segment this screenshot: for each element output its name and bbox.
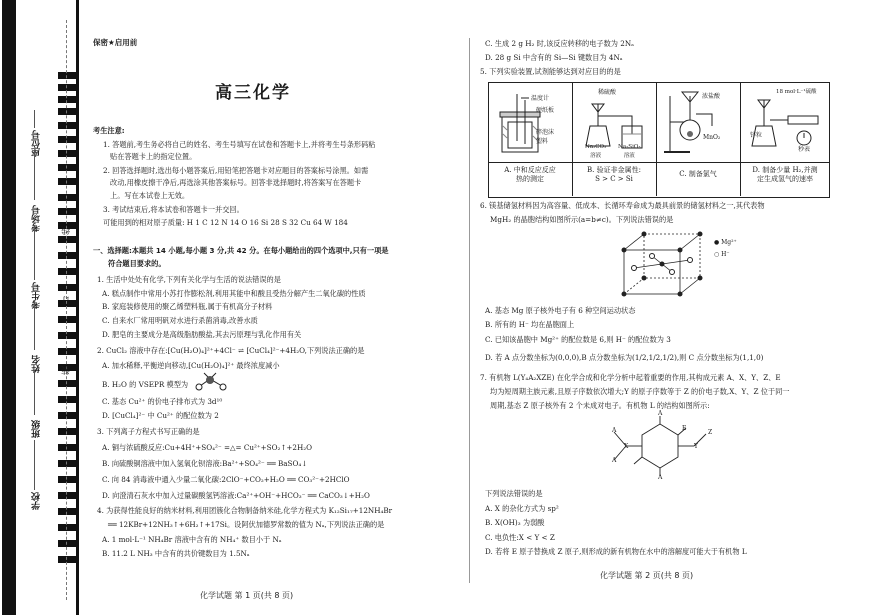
bind-line-label: 线 — [62, 226, 72, 235]
label-cardboard: 硬纸板 — [536, 107, 555, 114]
vsepr-model-diagram — [190, 371, 230, 393]
option-line: C. 电负性:X < Y < Z — [485, 533, 555, 542]
option-line: A. 铜与浓硫酸反应:Cu+4H⁺+SO₄²⁻ =△= Cu²⁺+SO₂↑+2H₂O — [102, 443, 312, 452]
chlorine-prep-diagram — [660, 86, 738, 160]
label-foam: 碎泡沫 塑料 — [536, 129, 555, 145]
struct-label-x: X — [624, 443, 629, 450]
option-line: C. 自来水厂常用明矾对水进行杀菌消毒,改善水质 — [102, 316, 258, 325]
note-line: 1. 答题前,考生务必将自己的姓名、考生号填写在试卷和答题卡上,并将考生号条形码粘 — [103, 140, 376, 149]
q5-option-a: A. 中和反应反应 热的测定 — [504, 166, 556, 183]
label-na2co3: Na₂CO₃ 溶液 — [585, 144, 607, 159]
section-heading-cont: 符合题目要求的。 — [108, 259, 166, 268]
hydrogen-rate-diagram — [744, 86, 828, 160]
question-4: 4. 为获得性能良好的纳米材料,利用团簇化合物制备纳米硅,化学方程式为 K₁₂Si₁₇+12NH₄Br — [97, 506, 393, 515]
struct-label-a: A — [612, 457, 617, 464]
option-line: C. 生成 2 g H₂ 时,该反应转移的电子数为 2Nₐ — [485, 39, 634, 48]
question-7-cont: 均为短周期主族元素,且原子序数依次增大;Y 的原子序数等于 Z 的价电子数,X、Y、Z 位于同一 — [490, 387, 790, 396]
question-1: 1. 生活中处处有化学,下列有关化学与生活的说法错误的是 — [97, 275, 281, 284]
q5-option-b: B. 验证非金属性: S > C > Si — [587, 166, 641, 183]
option-line: B. 向硫酸铜溶液中加入氢氧化钡溶液:Ba²⁺+SO₄²⁻ ══ BaSO₄↓ — [102, 459, 308, 468]
label-conc-sulfuric: 18 mol·L⁻¹硫酸 — [776, 89, 817, 95]
seat-underline — [34, 110, 35, 128]
class-label: 班级 — [32, 420, 42, 438]
q5-option-c: C. 制备氯气 — [679, 170, 717, 178]
option-line: B. 11.2 L NH₃ 中含有的共价键数目为 1.5Nₐ — [102, 549, 250, 558]
option-line: B. 所有的 H⁻ 均在晶胞面上 — [485, 320, 575, 329]
equation-cont: ══ 12KBr+12NH₃↑+6H₂↑+17Si。设阿伏加德罗常数的值为 Nₐ,下列说法正确的是 — [108, 520, 385, 529]
note-line: 上。写在本试卷上无效。 — [110, 191, 190, 200]
option-line: A. 基态 Mg 原子核外电子有 6 种空间运动状态 — [485, 306, 636, 315]
name-underline — [34, 300, 35, 350]
note-line: 2. 回答选择题时,选出每小题答案后,用铅笔把答题卡对应题目的答案标号涂黑。如需 — [103, 166, 369, 175]
label-na2sio3: Na₂SiO₃ 溶液 — [618, 144, 641, 159]
label-dilute-acid: 稀硫酸 — [598, 89, 617, 96]
struct-label-z: Z — [708, 429, 713, 436]
option-line: B. X(OH)₃ 为弱酸 — [485, 518, 545, 527]
option-line: A. 加水稀释,平衡逆向移动,[Cu(H₂O)₄]²⁺ 最终浓度减小 — [102, 361, 280, 370]
column-divider — [469, 38, 470, 583]
school-label: 学校 — [32, 492, 42, 510]
examinee-underline — [34, 225, 35, 280]
footer-left: 化学试题 第 1 页(共 8 页) — [200, 591, 294, 600]
name-label: 姓名 — [32, 355, 42, 373]
question-7-cont: 周期,基态 Z 原子核外有 2 个未成对电子。有机物 L 的结构如图所示: — [490, 401, 710, 410]
room-label: 考场号 — [32, 205, 42, 232]
note-line: 贴在答题卡上的指定位置。 — [110, 152, 197, 161]
struct-label-y: Y — [694, 443, 698, 450]
option-line: A. X 的杂化方式为 sp² — [485, 504, 559, 513]
label-zinc: 锌粒 — [750, 132, 763, 139]
examinee-label: 考生号 — [32, 282, 42, 309]
page-title: 高三化学 — [215, 83, 291, 103]
option-line: D. [CuCl₄]²⁻ 中 Cu²⁺ 的配位数为 2 — [102, 411, 219, 420]
class-underline — [34, 370, 35, 415]
option-line: C. 已知该晶胞中 Mg²⁺ 的配位数是 6,则 H⁻ 的配位数为 3 — [485, 335, 671, 344]
question-7: 7. 有机物 L(Y₄A₂XZE) 在化学合成和化学分析中起着重要的作用,其构成元素 A、X、Y、Z、E — [480, 373, 781, 382]
question-5: 5. 下列实验装置,试剂能够达到对应目的的是 — [480, 67, 621, 76]
q7-prompt: 下列说法错误的是 — [485, 489, 543, 498]
struct-label-e: E — [682, 425, 687, 432]
option-line: A. 糕点制作中常用小苏打作膨松剂,利用其能中和酸且受热分解产生二氧化碳的性质 — [102, 289, 366, 298]
note-line: 3. 考试结束后,将本试卷和答题卡一并交回。 — [103, 205, 244, 214]
option-line: C. 基态 Cu²⁺ 的价电子排布式为 3d¹⁰ — [102, 397, 223, 406]
option-line: A. 1 mol·L⁻¹ NH₄Br 溶液中含有的 NH₄⁺ 数目小于 Nₐ — [102, 535, 282, 544]
option-line: B. 家庭装修使用的聚乙烯塑料瓶,属于有机高分子材料 — [102, 302, 273, 311]
section-heading: 一、选择题:本题共 14 小题,每小题 3 分,共 42 分。在每小题给出的四个选项中,只有一项是 — [93, 246, 389, 255]
q5-option-d: D. 制备少量 H₂,并测 定生成氢气的速率 — [752, 166, 818, 183]
struct-label-a: A — [658, 474, 663, 481]
seat-label: 座位号 — [32, 130, 42, 157]
cut-line — [66, 20, 67, 600]
bind-order-label: 订 — [62, 296, 72, 305]
apparatus-row-rule — [488, 162, 829, 163]
legend-mg: ● Mg²⁺ — [714, 239, 737, 246]
label-stopwatch: 秒表 — [798, 146, 811, 153]
question-6: 6. 镁基储氢材料因为高容量、低成本、长循环寿命成为最具前景的储氢材料之一,其代表物 — [480, 201, 765, 210]
note-line: 改动,用橡皮擦干净后,再选涂其他答案标号。回答非选择题时,将答案写在答题卡 — [110, 178, 362, 187]
option-line: D. 若 A 点分数坐标为(0,0,0),B 点分数坐标为(1/2,1/2,1/2),则 C 点分数坐标为(1,1,0) — [485, 353, 764, 362]
confidential-label: 保密★启用前 — [93, 38, 138, 47]
label-thermometer: 温度计 — [531, 95, 550, 102]
footer-right: 化学试题 第 2 页(共 8 页) — [600, 571, 694, 580]
legend-h: ○ H⁻ — [714, 251, 730, 258]
atomic-mass-line: 可能用到的相对原子质量: H 1 C 12 N 14 O 16 Si 28 S 32 Cu 64 W 184 — [103, 218, 348, 227]
question-3: 3. 下列离子方程式书写正确的是 — [97, 427, 200, 436]
option-line: D. 28 g Si 中含有的 Si—Si 键数目为 4Nₐ — [485, 53, 623, 62]
struct-label-a: A — [612, 427, 617, 434]
option-line: D. 向澄清石灰水中加入过量碳酸氢钙溶液:Ca²⁺+OH⁻+HCO₃⁻ ══ CaCO₃↓+H₂O — [102, 491, 370, 500]
struct-label-a: A — [658, 410, 663, 417]
binding-strip — [2, 0, 16, 615]
margin-rule — [76, 0, 79, 615]
option-line: B. H₂O 的 VSEPR 模型为 — [102, 380, 189, 389]
room-underline — [34, 150, 35, 200]
school-underline — [34, 440, 35, 490]
question-6-cont: MgH₂ 的晶胞结构如图所示(a=b≠c)。下列说法错误的是 — [490, 215, 674, 224]
option-line: D. 肥皂的主要成分是高级脂肪酸盐,其去污原理与乳化作用有关 — [102, 330, 302, 339]
label-conc-hcl: 浓盐酸 — [702, 93, 721, 100]
bind-install-label: 装 — [62, 366, 72, 375]
option-line: D. 若将 E 原子替换成 Z 原子,则形成的新有机物在水中的溶解度可能大于有机物 L — [485, 547, 747, 556]
option-line: C. 向 84 消毒液中通入少量二氧化碳:2ClO⁻+CO₂+H₂O ══ CO₃²⁻+2HClO — [102, 475, 350, 484]
question-2: 2. CuCl₂ 溶液中存在:[Cu(H₂O)₄]²⁺+4Cl⁻ ⇌ [CuCl₄]²⁻+4H₂O,下列说法正确的是 — [97, 346, 365, 355]
notes-heading: 考生注意: — [93, 126, 125, 135]
crystal-cell-diagram — [610, 228, 710, 300]
label-mno2: MnO₂ — [703, 134, 721, 141]
